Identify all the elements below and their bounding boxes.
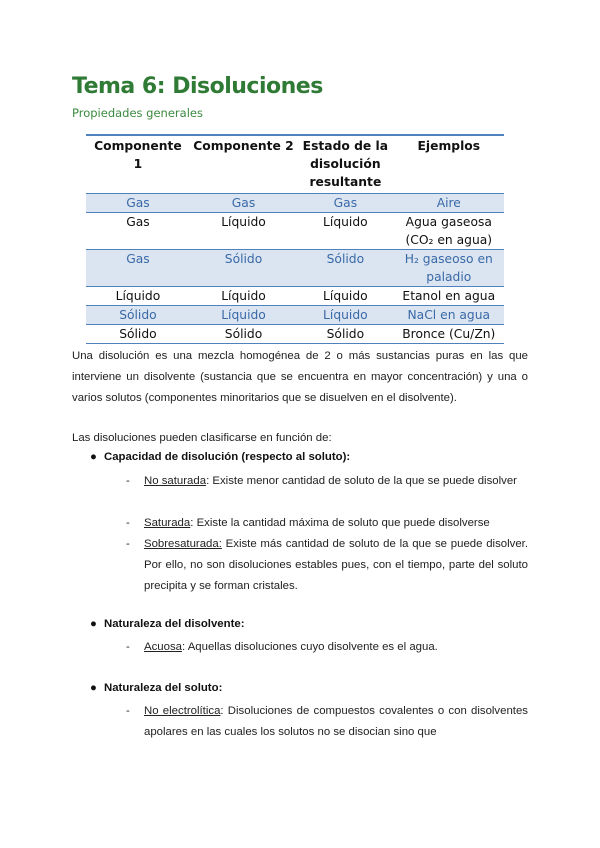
page-title: Tema 6: Disoluciones xyxy=(72,74,323,99)
table-cell: Gas xyxy=(86,194,190,213)
table-cell: Sólido xyxy=(86,325,190,344)
table-cell: Sólido xyxy=(190,325,297,344)
section-heading: ● Capacidad de disolución (respecto al soluto): xyxy=(90,451,351,463)
dash-icon: - xyxy=(126,475,130,487)
table-cell: Líquido xyxy=(86,287,190,306)
classify-intro: Las disoluciones pueden clasificarse en función de: xyxy=(72,432,332,444)
table-header-cell: Componente 1 xyxy=(86,135,190,194)
term: Acuosa xyxy=(144,641,182,653)
list-item xyxy=(126,513,528,534)
intro-paragraph: Una disolución es una mezcla homogénea de 2 o más sustancias puras en las que interviene un disolvente (sustancia que se encuentra en mayor concentración) y una o varios solutos (componentes minoritarios que se disuelven en el disolvente). xyxy=(72,350,528,404)
section-heading: ● Naturaleza del disolvente: xyxy=(90,618,245,630)
table-cell: Sólido xyxy=(190,250,297,287)
table-row xyxy=(86,250,504,287)
table-cell: Líquido xyxy=(190,306,297,325)
table-cell: Líquido xyxy=(190,287,297,306)
list-item xyxy=(126,637,528,658)
page-subtitle: Propiedades generales xyxy=(72,106,203,120)
list-item xyxy=(126,534,528,597)
term: Sobresaturada: xyxy=(144,538,222,550)
table-header-cell: Componente 2 xyxy=(190,135,297,194)
table-cell: Líquido xyxy=(297,287,393,306)
definition: : Existe menor cantidad de soluto de la que se puede disolver xyxy=(206,475,517,487)
table-header-cell: Estado de la disolución resultante xyxy=(297,135,393,194)
definition: : Aquellas disoluciones cuyo disolvente es el agua. xyxy=(182,641,438,653)
table-cell: Agua gaseosa (CO₂ en agua) xyxy=(394,213,504,250)
table-cell: Aire xyxy=(394,194,504,213)
term: No electrolítica xyxy=(144,705,221,717)
dash-icon: - xyxy=(126,538,130,550)
bullet-icon: ● xyxy=(90,451,97,463)
table-cell: Bronce (Cu/Zn) xyxy=(394,325,504,344)
table-cell: Líquido xyxy=(297,213,393,250)
table-row xyxy=(86,194,504,213)
table-row xyxy=(86,306,504,325)
section-heading: ● Naturaleza del soluto: xyxy=(90,682,223,694)
table-header-row xyxy=(86,135,504,194)
dash-icon: - xyxy=(126,517,130,529)
bullet-icon: ● xyxy=(90,618,97,630)
list-item xyxy=(126,701,528,743)
list-item xyxy=(126,471,528,492)
table-cell: Sólido xyxy=(86,306,190,325)
table-cell: Gas xyxy=(190,194,297,213)
table-row xyxy=(86,287,504,306)
bullet-icon: ● xyxy=(90,682,97,694)
dissolutions-table xyxy=(86,134,504,344)
table-cell: Líquido xyxy=(297,306,393,325)
table-cell: Gas xyxy=(297,194,393,213)
table-cell: Gas xyxy=(86,213,190,250)
definition: Existe más cantidad de soluto de la que se puede disolver. Por ello, no son disoluciones estables pues, con el tiempo, parte del soluto precipita y se forman cristales. xyxy=(144,538,528,592)
definition: : Existe la cantidad máxima de soluto que puede disolverse xyxy=(190,517,490,529)
term: Saturada xyxy=(144,517,191,529)
table-cell: Etanol en agua xyxy=(394,287,504,306)
term: No saturada xyxy=(144,475,207,487)
definition: : Disoluciones de compuestos covalentes o con disolventes apolares en las cuales los solutos no se disocian sino que xyxy=(144,705,528,738)
dash-icon: - xyxy=(126,641,130,653)
table-cell: Sólido xyxy=(297,250,393,287)
table-cell: H₂ gaseoso en paladio xyxy=(394,250,504,287)
table-cell: NaCl en agua xyxy=(394,306,504,325)
table-header-cell: Ejemplos xyxy=(394,135,504,194)
table-row xyxy=(86,325,504,344)
table-cell: Sólido xyxy=(297,325,393,344)
dash-icon: - xyxy=(126,705,130,717)
table-cell: Líquido xyxy=(190,213,297,250)
table-cell: Gas xyxy=(86,250,190,287)
table-row xyxy=(86,213,504,250)
